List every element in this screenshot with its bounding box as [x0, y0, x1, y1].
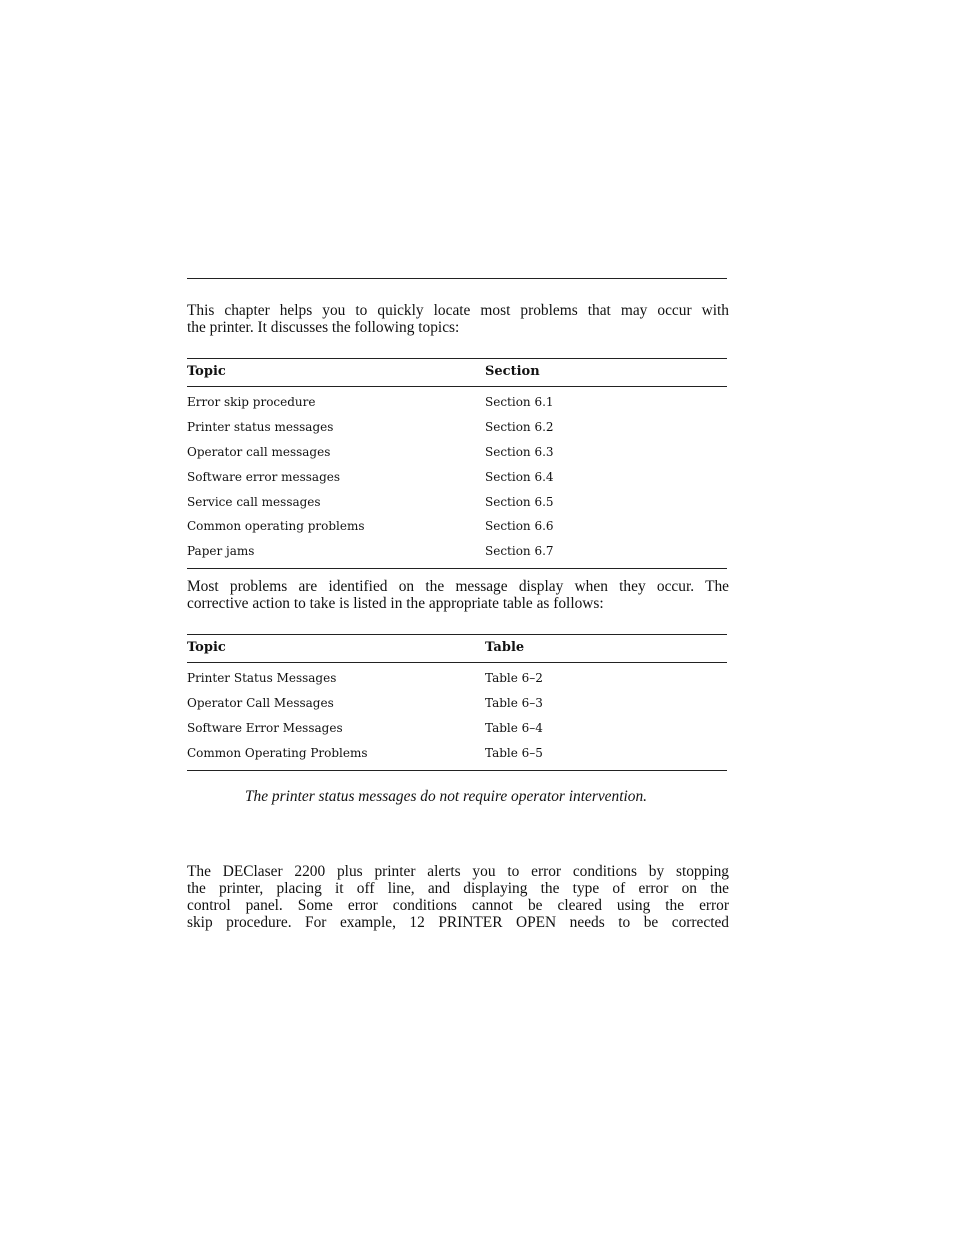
table-row: [187, 469, 727, 494]
section-cell: Section 6.1: [485, 395, 554, 409]
tables-table-header: [187, 634, 727, 663]
intro-paragraph: [187, 302, 729, 336]
section-cell: Section 6.4: [485, 469, 554, 484]
intro-line: the printer. It discusses the following topics:: [187, 319, 460, 336]
topic-cell: Operator call messages: [187, 444, 331, 459]
topic-cell: Common Operating Problems: [187, 745, 368, 760]
middle-line: corrective action to take is listed in the appropriate table as follows:: [187, 595, 604, 612]
middle-line: Most problems are identified on the message display when they occur. The: [187, 578, 729, 595]
table-ref-cell: Table 6–4: [485, 720, 543, 735]
section-cell: Section 6.7: [485, 544, 554, 559]
topic-cell: Common operating problems: [187, 519, 365, 534]
table-row: [187, 543, 727, 568]
topics-table: [187, 358, 727, 569]
table-row: [187, 745, 727, 770]
topic-cell: Printer status messages: [187, 419, 334, 434]
middle-paragraph: [187, 578, 729, 612]
error-line: the printer, placing it off line, and displaying the type of error on the: [187, 880, 729, 897]
section-cell: Section 6.6: [485, 519, 554, 534]
header-topic: Topic: [187, 640, 226, 655]
table-row: [187, 394, 727, 419]
table-row: [187, 720, 727, 745]
table-row: [187, 518, 727, 543]
section-cell: Section 6.3: [485, 444, 554, 459]
error-line: skip procedure. For example, 12 PRINTER OPEN needs to be corrected: [187, 914, 729, 931]
topic-cell: Operator Call Messages: [187, 695, 334, 710]
top-rule: [187, 278, 727, 279]
header-table: Table: [485, 640, 525, 655]
topic-cell: Service call messages: [187, 494, 321, 509]
topic-cell: Printer Status Messages: [187, 671, 337, 685]
topics-table-header: [187, 358, 727, 387]
topic-cell: Error skip procedure: [187, 395, 316, 409]
topics-table-body: [187, 387, 727, 569]
topic-cell: Software Error Messages: [187, 720, 343, 735]
table-ref-cell: Table 6–3: [485, 695, 543, 710]
table-row: [187, 444, 727, 469]
header-topic: Topic: [187, 364, 226, 379]
section-cell: Section 6.5: [485, 494, 554, 509]
intro-line: This chapter helps you to quickly locate most problems that may occur with: [187, 302, 729, 319]
note-text: The printer status messages do not require operator intervention.: [245, 788, 647, 805]
table-row: [187, 494, 727, 519]
table-ref-cell: Table 6–5: [485, 745, 543, 760]
tables-table-body: [187, 663, 727, 771]
table-row: [187, 419, 727, 444]
header-section: Section: [485, 364, 540, 379]
tables-table: [187, 634, 727, 771]
topic-cell: Software error messages: [187, 469, 341, 484]
error-line: The DEClaser 2200 plus printer alerts you to error conditions by stopping: [187, 863, 729, 880]
table-row: [187, 670, 727, 695]
section-cell: Section 6.2: [485, 419, 554, 434]
table-row: [187, 695, 727, 720]
topic-cell: Paper jams: [187, 544, 255, 559]
error-paragraph: [187, 863, 729, 931]
error-line: control panel. Some error conditions cannot be cleared using the error: [187, 897, 729, 914]
table-ref-cell: Table 6–2: [485, 671, 543, 685]
